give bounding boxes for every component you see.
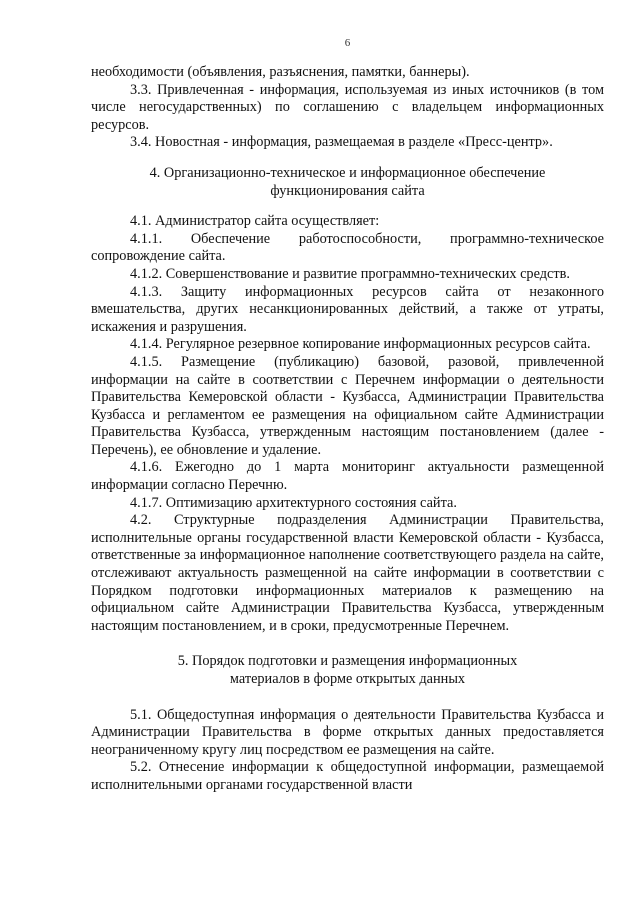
paragraph-5-1: 5.1. Общедоступная информация о деятельности Правительства Кузбасса и Администрации Правительства в форме открытых данных предоставляется неограниченному кругу лиц посредством ее размещения на сайте. — [91, 706, 604, 758]
page-number: 6 — [344, 37, 351, 49]
paragraph-3-4: 3.4. Новостная - информация, размещаемая в разделе «Пресс-центр». — [130, 134, 553, 151]
section-5-heading-line-1: 5. Порядок подготовки и размещения информационных — [177, 653, 518, 670]
paragraph-4-1-4: 4.1.4. Регулярное резервное копирование информационных ресурсов сайта. — [130, 336, 591, 353]
paragraph-3-3: 3.3. Привлеченная - информация, используемая из иных источников (в том числе негосударственных) по соглашению с владельцем информационных ресурсов. — [91, 81, 604, 133]
section-4-heading — [91, 165, 604, 200]
paragraph-4-1-6: 4.1.6. Ежегодно до 1 марта мониторинг актуальности размещенной информации согласно Перечню. — [91, 459, 604, 494]
paragraph-4-2: 4.2. Структурные подразделения Администрации Правительства, исполнительные органы государственной власти Кемеровской области - Кузбасса, ответственные за информационное наполнение соответствующего раздела на сайте, отслеживают актуальность размещенной на сайте информации в соответствии с Порядком подготовки информационных материалов к размещению на официальном сайте Администрации Правительства Кузбасса, утвержденным настоящим постановлением, и в сроки, предусмотренные Перечнем. — [91, 512, 604, 634]
paragraph-continuation: необходимости (объявления, разъяснения, памятки, баннеры). — [91, 64, 470, 80]
section-5-heading-line-2: материалов в форме открытых данных — [229, 671, 466, 687]
section-5-heading — [91, 653, 604, 688]
paragraph-4-1-3: 4.1.3. Защиту информационных ресурсов сайта от незаконного вмешательства, других несанкционированных действий, а также от утраты, искажения и разрушения. — [91, 283, 604, 335]
paragraph-4-1-5: 4.1.5. Размещение (публикацию) базовой, разовой, привлеченной информации на сайте в соответствии с Перечнем информации о деятельности Правительства Кемеровской области - Кузбасса, Администрации Правительства Кузбасса и регламентом ее размещения на официальном сайте Администрации Правительства Кузбасса, утвержденным настоящим постановлением (далее - Перечень), ее обновление и удаление. — [91, 353, 604, 458]
section-4-heading-line-2: функционирования сайта — [270, 182, 425, 199]
paragraph-4-1: 4.1. Администратор сайта осуществляет: — [130, 213, 380, 230]
paragraph-4-1-1: 4.1.1. Обеспечение работоспособности, программно-техническое сопровождение сайта. — [91, 230, 604, 265]
document-page — [91, 36, 604, 795]
paragraph-4-1-7: 4.1.7. Оптимизацию архитектурного состояния сайта. — [130, 494, 457, 511]
paragraph-5-2: 5.2. Отнесение информации к общедоступной информации, размещаемой исполнительными органами государственной власти — [91, 759, 604, 793]
section-4-heading-line-1: 4. Организационно-техническое и информационное обеспечение — [149, 164, 546, 181]
paragraph-4-1-2: 4.1.2. Совершенствование и развитие программно-технических средств. — [130, 265, 570, 282]
